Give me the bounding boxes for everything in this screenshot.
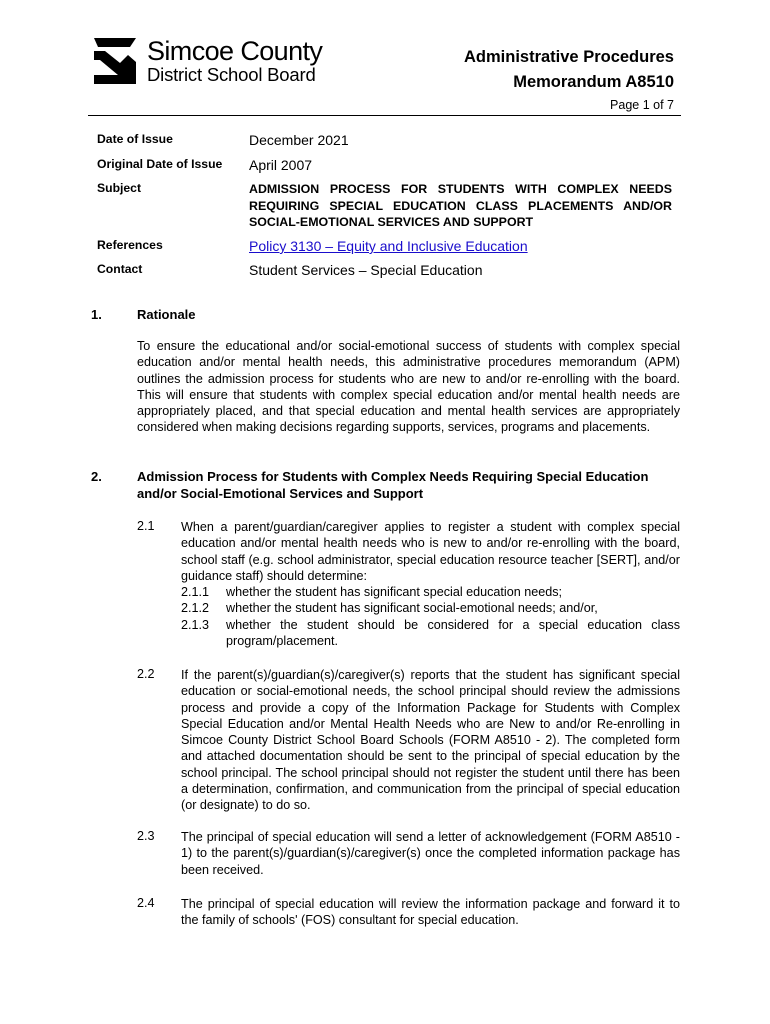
- original-date-value: April 2007: [249, 157, 313, 173]
- subsection-2-4-number: 2.4: [137, 896, 155, 910]
- subsection-2-1-text: When a parent/guardian/caregiver applies to register a student with complex special education and/or mental health needs who is new to and/or re-enrolling with the board, school staff (e.g. school administrator, special education resource teacher [SERT], and/or guidance staff) should determine:: [181, 520, 680, 583]
- section-1-heading: Rationale: [137, 307, 196, 322]
- references-label: References: [97, 238, 163, 252]
- section-2-number: 2.: [91, 469, 102, 484]
- memorandum-number: Memorandum A8510: [513, 73, 674, 91]
- subject-value: ADMISSION PROCESS FOR STUDENTS WITH COMPLEX NEEDS REQUIRING SPECIAL EDUCATION CLASS PLACEMENTS AND/OR SOCIAL-EMOTIONAL SERVICES AND SUPPORT: [249, 182, 672, 229]
- list-item: [181, 617, 680, 650]
- logo-line2: District School Board: [147, 64, 316, 85]
- section-1-number: 1.: [91, 307, 102, 322]
- list-item: [181, 600, 680, 616]
- policy-3130-link[interactable]: Policy 3130 – Equity and Inclusive Education: [249, 238, 528, 254]
- contact-label: Contact: [97, 262, 143, 276]
- page-number: Page 1 of 7: [610, 98, 674, 112]
- list-item-text: whether the student should be considered for a special education class program/placement.: [226, 617, 680, 649]
- date-of-issue-label: Date of Issue: [97, 132, 173, 146]
- list-item-number: 2.1.1: [181, 585, 210, 600]
- contact-value: Student Services – Special Education: [249, 262, 483, 278]
- logo-line1: Simcoe County: [147, 36, 323, 66]
- document-title: Administrative Procedures: [464, 48, 674, 66]
- subsection-2-4-text: The principal of special education will review the information package and forward it to the family of schools' (FOS) consultant for special education.: [181, 897, 680, 928]
- subsection-2-3-text: The principal of special education will send a letter of acknowledgement (FORM A8510 - 1) to the parent(s)/guardian(s)/caregiver(s) once the completed information package has been received.: [181, 830, 680, 877]
- board-logo-mark-icon: [94, 38, 136, 84]
- list-item-number: 2.1.3: [181, 617, 210, 632]
- list-item-text: whether the student has significant special education needs;: [226, 585, 563, 600]
- list-item-number: 2.1.2: [181, 601, 210, 616]
- board-logo: [94, 38, 334, 86]
- list-item: [181, 584, 680, 600]
- original-date-label: Original Date of Issue: [97, 157, 223, 171]
- subsection-2-2-text: If the parent(s)/guardian(s)/caregiver(s) reports that the student has significant special education or social-emotional needs, the school principal should review the admissions process and provide a copy of the Information Package for Students with Complex Special Education and/or Mental Health Needs who are New to and/or Re-enrolling in Simcoe County District School Board Schools (FORM A8510 - 2). The completed form and attached documentation should be sent to the principal of special education by the school principal. The school principal should not register the student until there has been a determination, confirmation, and communication from the principal of special education (or designate) to do so.: [181, 668, 680, 813]
- board-logo-text: [147, 37, 322, 85]
- subsection-2-1-number: 2.1: [137, 519, 155, 533]
- date-of-issue-value: December 2021: [249, 132, 349, 148]
- subject-label: Subject: [97, 181, 142, 195]
- references-value: [249, 238, 528, 254]
- section-2-heading: Admission Process for Students with Complex Needs Requiring Special Education and/or Social-Emotional Services and Support: [137, 469, 649, 501]
- subsection-2-2-number: 2.2: [137, 667, 155, 681]
- subsection-2-3-number: 2.3: [137, 829, 155, 843]
- header-divider: [88, 115, 681, 116]
- subsection-2-1: [181, 519, 680, 649]
- list-item-text: whether the student has significant social-emotional needs; and/or,: [226, 601, 598, 616]
- section-1-body: To ensure the educational and/or social-emotional success of students with complex special education and/or mental health needs, this administrative procedures memorandum (APM) outlines the admission process for students who are new to and/or re-enrolling with the board. This will ensure that students with complex special education and/or mental health needs are appropriately placed, and that special education and mental health services are appropriately considered when making decisions regarding supports, services, programs and placements.: [137, 339, 680, 435]
